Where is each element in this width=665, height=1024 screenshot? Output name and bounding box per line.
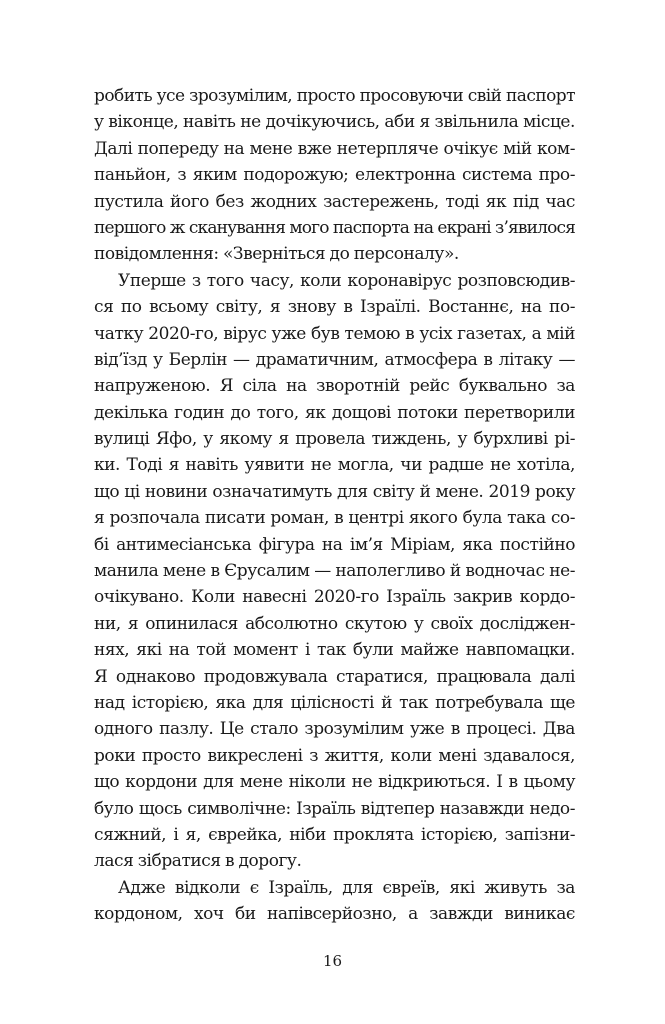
text-line: лася зібратися в дорогу. <box>94 851 302 872</box>
text-line: робить усе зрозумілим, просто просовуючи свій паспорт <box>94 86 575 106</box>
text-line: що кордони для мене ніколи не відкриються. І в цьому <box>94 772 575 793</box>
text-line: пустила його без жодних застережень, тоді як під час <box>94 191 575 212</box>
text-line: паньйон, з яким подорожую; електронна система про- <box>94 165 575 186</box>
text-line: кордоном, хоч би напівсерйозно, а завжди виникає <box>94 904 575 925</box>
text-line: над історією, яка для цілісності й так потребувала ще <box>94 692 575 713</box>
text-line: декілька годин до того, як дощові потоки перетворили <box>94 402 575 423</box>
text-line: сяжний, і я, єврейка, ніби проклята історією, запізни- <box>94 824 575 845</box>
text-line: було щось символічне: Ізраїль відтепер назавжди недо- <box>94 798 575 819</box>
text-line: роки просто викреслені з життя, коли мені здавалося, <box>94 745 575 766</box>
paragraph <box>94 268 575 875</box>
text-line: Далі попереду на мене вже нетерпляче очікує мій ком- <box>94 138 575 159</box>
text-line: що ці новини означатимуть для світу й мене. 2019 року <box>94 481 575 502</box>
text-line: повідомлення: «Зверніться до персоналу». <box>94 244 459 265</box>
text-line: напруженою. Я сіла на зворотній рейс буквально за <box>94 376 575 397</box>
text-line: Я однаково продовжувала старатися, працювала далі <box>94 666 575 687</box>
text-line: ни, я опинилася абсолютно скутою у своїх досліджен- <box>94 613 575 634</box>
text-line: від’їзд у Берлін — драматичним, атмосфера в літаку — <box>94 349 575 370</box>
text-line: одного пазлу. Це стало зрозумілим уже в процесі. Два <box>94 719 575 740</box>
body-text <box>94 83 575 928</box>
text-line: вулиці Яфо, у якому я провела тиждень, у бурхливі рі- <box>94 429 575 450</box>
text-line: чатку 2020-го, вірус уже був темою в усіх газетах, а мій <box>94 323 575 344</box>
text-line: я розпочала писати роман, в центрі якого була така со- <box>94 508 575 529</box>
text-line: ки. Тоді я навіть уявити не могла, чи радше не хотіла, <box>94 455 575 476</box>
text-line: першого ж сканування мого паспорта на екрані з’явилося <box>94 217 575 238</box>
text-line: у віконце, навіть не дочікуючись, аби я звільнила місце. <box>94 112 575 133</box>
page-number: 16 <box>322 952 343 970</box>
text-line: бі антимесіанська фігура на ім’я Міріам, яка постійно <box>94 534 575 555</box>
paragraph <box>94 875 575 928</box>
text-line: Уперше з того часу, коли коронавірус розповсюдив- <box>118 270 575 291</box>
text-line: очікувано. Коли навесні 2020-го Ізраїль закрив кордо- <box>94 587 575 608</box>
text-line: ся по всьому світу, я знову в Ізраїлі. Востаннє, на по- <box>94 297 575 318</box>
paragraph <box>94 83 575 268</box>
text-line: нях, які на той момент і так були майже навпомацки. <box>94 640 575 661</box>
text-line: Адже відколи є Ізраїль, для євреїв, які живуть за <box>118 877 575 898</box>
text-line: манила мене в Єрусалим — наполегливо й водночас не- <box>94 561 575 582</box>
